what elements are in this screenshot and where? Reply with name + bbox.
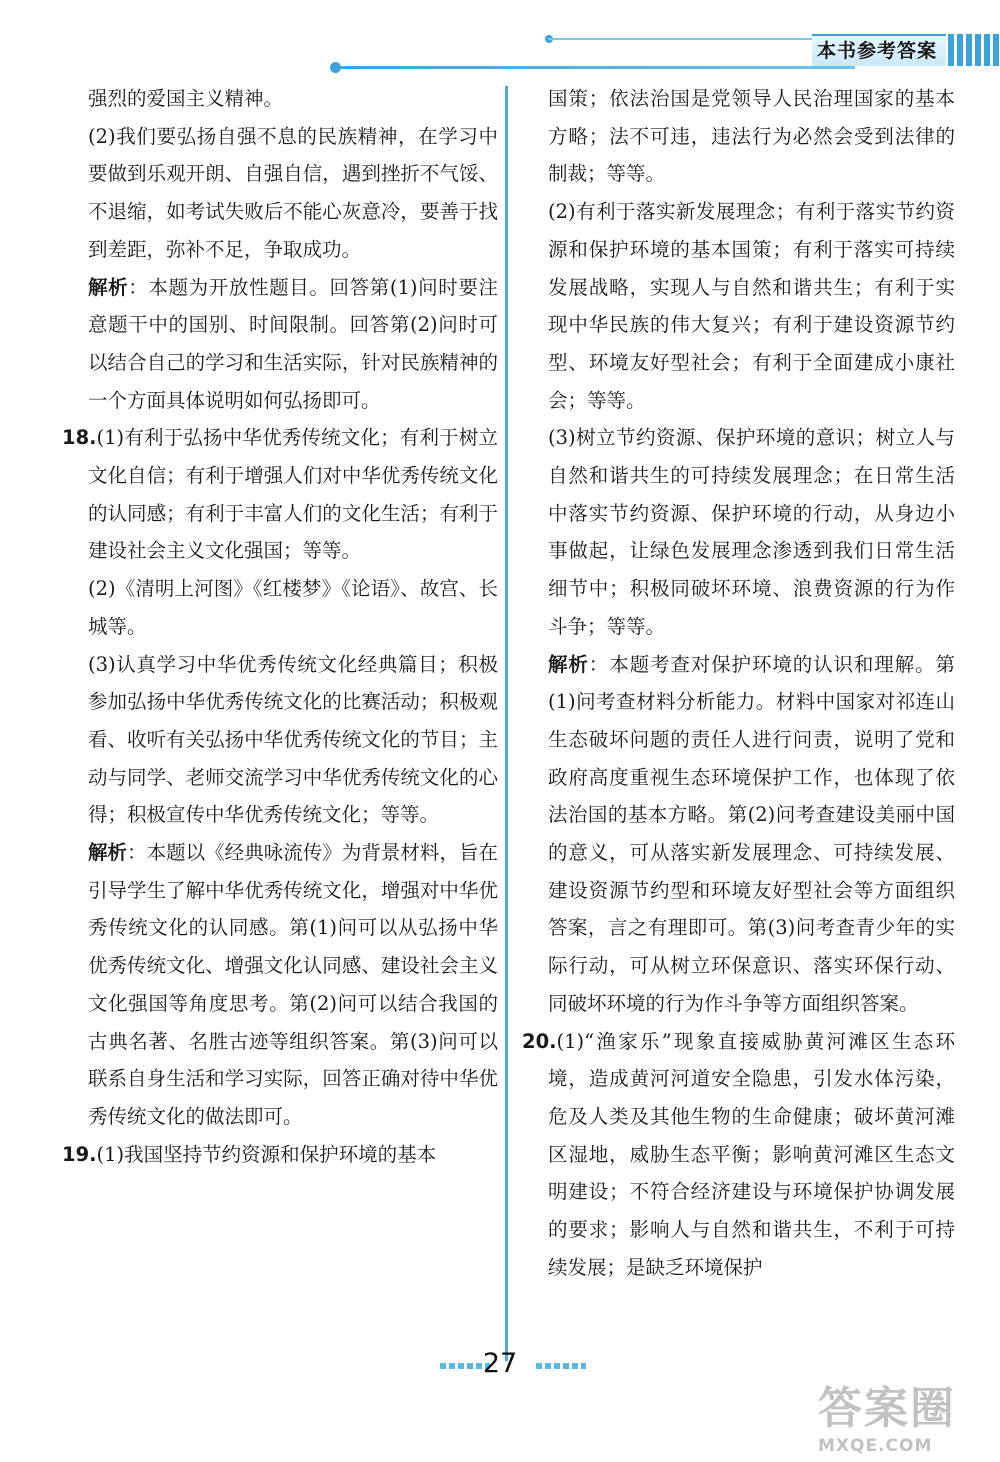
left-column (62, 80, 498, 1173)
paragraph-text: ：本题为开放性题目。回答第(1)问时要注意题干中的国别、时间限制。回答第(2)问时可以结合自己的学习和生活实际，针对民族精神的一个方面具体说明如何弘扬即可。 (88, 275, 498, 412)
paragraph-text: (2)我们要弘扬自强不息的民族精神，在学习中要做到乐观开朗、自强自信，遇到挫折不气馁、不退缩，如考试失败后不能心灰意冷，要善于找到差距，弥补不足，争取成功。 (88, 124, 498, 261)
answer-paragraph (540, 80, 955, 193)
paragraph-text: (1)有利于弘扬中华优秀传统文化；有利于树立文化自信；有利于增强人们对中华优秀传统文化的认同感；有利于丰富人们的文化生活；有利于建设社会主义文化强国；等等。 (88, 426, 498, 563)
column-divider (505, 86, 508, 1361)
paragraph-text: (3)树立节约资源、保护环境的意识；树立人与自然和谐共生的可持续发展理念；在日常生活中落实节约资源、保护环境的行动，从身边小事做起，让绿色发展理念渗透到我们日常生活细节中；积极同破坏环境、浪费资源的行为作斗争；等等。 (548, 426, 955, 638)
answer-paragraph (80, 118, 498, 269)
page-number: 27 (482, 1348, 518, 1379)
footer-decoration-right (536, 1363, 586, 1369)
watermark-url: MXQE.COM (818, 1436, 933, 1456)
paragraph-text: ：本题以《经典咏流传》为背景材料，旨在引导学生了解中华优秀传统文化，增强对中华优秀传统文化的认同感。第(1)问可以从弘扬中华优秀传统文化、增强文化认同感、建设社会主义文化强国等角度思考。第(2)问可以结合我国的古典名著、名胜古迹等组织答案。第(3)问可以联系自身生活和学习实际，回答正确对待中华优秀传统文化的做法即可。 (88, 841, 498, 1128)
numbered-answer (522, 1023, 955, 1287)
paragraph-text: (2)《清明上河图》《红楼梦》《论语》、故宫、长城等。 (88, 577, 498, 638)
header-decoration-line (548, 38, 813, 40)
paragraph-text: 国策；依法治国是党领导人民治理国家的基本方略；法不可违，违法行为必然会受到法律的制裁；等等。 (548, 87, 955, 186)
paragraph-text: 强烈的爱国主义精神。 (88, 87, 284, 110)
paragraph-text: (3)认真学习中华优秀传统文化经典篇目；积极参加弘扬中华优秀传统文化的比赛活动；积极观看、收听有关弘扬中华优秀传统文化的节目；主动与同学、老师交流学习中华优秀传统文化的心得；积极宣传中华优秀传统文化；等等。 (88, 652, 498, 827)
question-number: 19. (62, 1142, 97, 1166)
footer (0, 1348, 1000, 1379)
answer-paragraph (540, 193, 955, 419)
paragraph-text: ：本题考查对保护环境的认识和理解。第(1)问考查材料分析能力。材料中国家对祁连山生态破坏问题的责任人进行问责，说明了党和政府高度重视生态环境保护工作，也体现了依法治国的基本方略。第(2)问考查建设美丽中国的意义，可从落实新发展理念、可持续发展、建设资源节约型和环境友好型社会等方面组织答案，言之有理即可。第(3)问考查青少年的实际行动，可从树立环保意识、落实环保行动、同破坏环境的行为作斗争等方面组织答案。 (548, 652, 955, 1015)
answer-paragraph (80, 646, 498, 835)
right-column (522, 80, 955, 1287)
analysis-label: 解析 (88, 841, 128, 865)
header-rule (335, 66, 855, 69)
analysis-label: 解析 (88, 275, 129, 299)
paragraph-text: (1)我国坚持节约资源和保护环境的基本 (96, 1142, 437, 1166)
answer-paragraph (80, 570, 498, 645)
question-number: 18. (62, 426, 97, 450)
watermark-text: 答案圈 (818, 1383, 956, 1434)
analysis-paragraph (80, 834, 498, 1136)
answer-paragraph (80, 80, 498, 118)
header-stripes-decoration (948, 34, 1000, 66)
analysis-paragraph (80, 269, 498, 420)
watermark-logo (818, 1385, 993, 1455)
paragraph-text: (1)“渔家乐”现象直接威胁黄河滩区生态环境，造成黄河河道安全隐患，引发水体污染，危及人类及其他生物的生命健康；破坏黄河滩区湿地，威胁生态平衡；影响黄河滩区生态文明建设；不符合经济建设与环境保护协调发展的要求；影响人与自然和谐共生，不利于可持续发展；是缺乏环境保护 (548, 1029, 955, 1279)
answer-paragraph (540, 419, 955, 645)
question-number: 20. (522, 1029, 557, 1053)
analysis-label: 解析 (548, 652, 589, 676)
analysis-paragraph (540, 646, 955, 1023)
numbered-answer (62, 1136, 498, 1174)
paragraph-text: (2)有利于落实新发展理念；有利于落实节约资源和保护环境的基本国策；有利于落实可持续发展战略，实现人与自然和谐共生；有利于实现中华民族的伟大复兴；有利于建设资源节约型、环境友好型社会；有利于全面建成小康社会；等等。 (548, 200, 955, 412)
running-header-title: 本书参考答案 (817, 40, 938, 62)
numbered-answer (62, 419, 498, 570)
